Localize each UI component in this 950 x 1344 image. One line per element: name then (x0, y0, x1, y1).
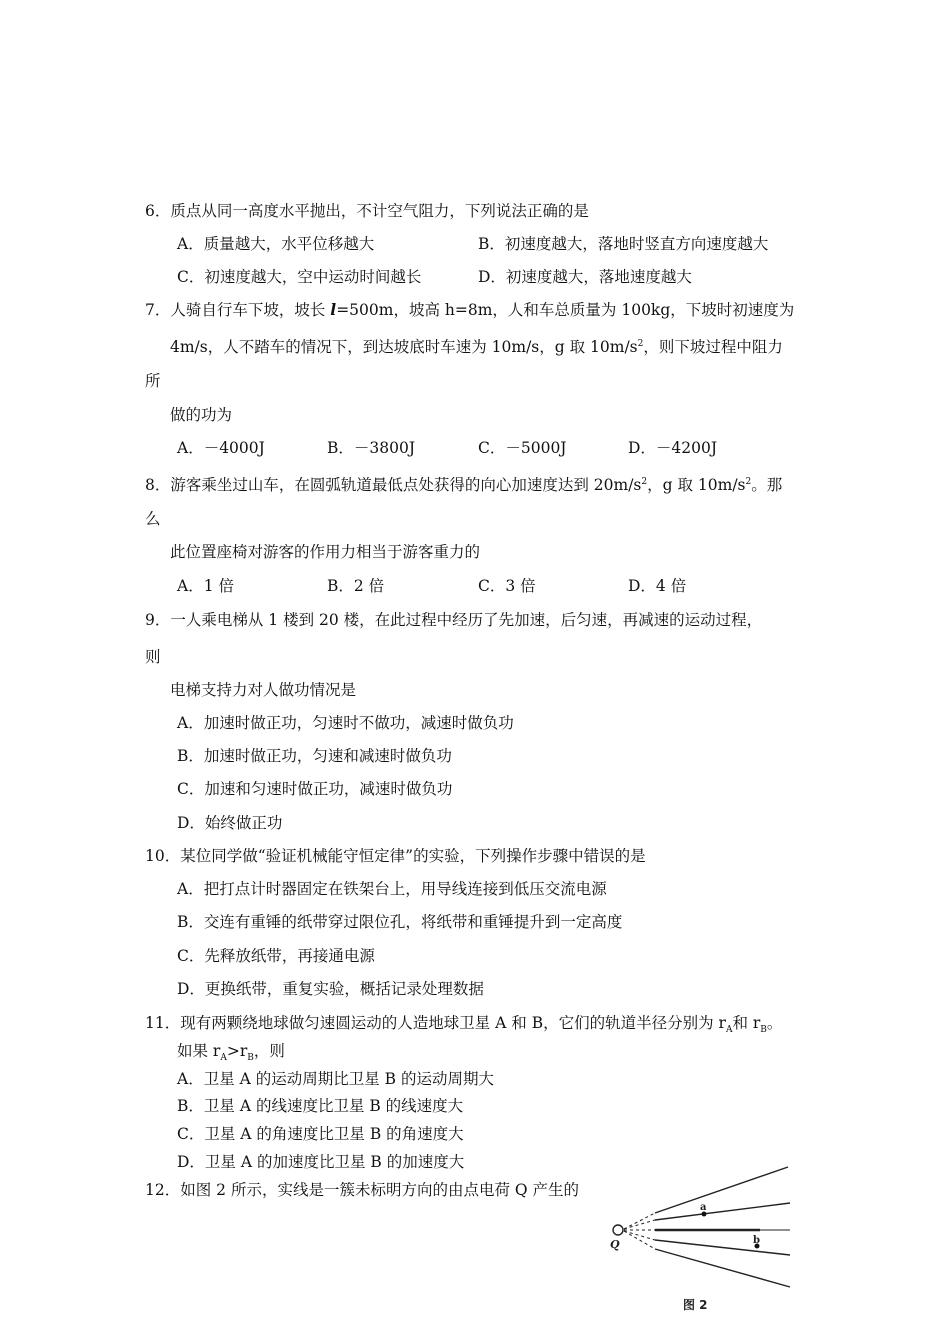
figure-2-field-lines (600, 1163, 800, 1323)
figure-caption: 图 2 (683, 1298, 708, 1312)
q8-stem-line2: 么 (145, 510, 161, 528)
q11-option-d: D．卫星 A 的加速度比卫星 B 的加速度大 (177, 1153, 465, 1171)
field-line-5-dashed (624, 1231, 655, 1249)
q6-option-b: B．初速度越大，落地时竖直方向速度越大 (478, 235, 769, 253)
q6-option-d: D．初速度越大，落地速度越大 (478, 268, 692, 286)
q9-option-a: A．加速时做正功，匀速时不做功，减速时做负功 (177, 714, 514, 732)
field-line-4-dashed (624, 1231, 655, 1240)
q9-option-c: C．加速和匀速时做正功，减速时做负功 (177, 780, 453, 798)
q9-option-d: D．始终做正功 (177, 814, 283, 832)
field-line-5 (655, 1249, 790, 1287)
q8-stem-line3: 此位置座椅对游客的作用力相当于游客重力的 (170, 543, 481, 561)
q8-stem-line1: 8．游客乘坐过山车，在圆弧轨道最低点处获得的向心加速度达到 $20m/s^2$，g 取 $10m/s^2$。那 (145, 476, 783, 495)
q7-option-a: A．－4000J (177, 439, 265, 457)
q10-stem: 10．某位同学做“验证机械能守恒定律”的实验，下列操作步骤中错误的是 (145, 847, 646, 865)
point-a-label: a (700, 1202, 707, 1213)
q10-option-b: B．交连有重锤的纸带穿过限位孔，将纸带和重锤提升到一定高度 (177, 913, 623, 931)
q6-option-c: C．初速度越大，空中运动时间越长 (177, 268, 422, 286)
q11-stem-line1: 11．现有两颗绕地球做匀速圆运动的人造地球卫星 A 和 B，它们的轨道半径分别为 $r_A$和 $r_B$。 (145, 1014, 783, 1036)
q10-option-d: D．更换纸带，重复实验，概括记录处理数据 (177, 980, 484, 998)
q6-option-a: A．质量越大，水平位移越大 (177, 235, 375, 253)
charge-label-q: Q (610, 1238, 620, 1251)
q11-option-b: B．卫星 A 的线速度比卫星 B 的线速度大 (177, 1097, 464, 1115)
q7-option-d: D．－4200J (628, 439, 718, 457)
q10-option-a: A．把打点计时器固定在铁架台上，用导线连接到低压交流电源 (177, 880, 607, 898)
q8-option-c: C．3 倍 (478, 577, 536, 595)
q7-stem-line2: 4m/s，人不踏车的情况下，到达坡底时车速为 10m/s，g 取 $10m/s^2$，则下坡过程中阻力 (170, 338, 783, 357)
q8-option-d: D．4 倍 (628, 577, 687, 595)
q7-stem-line3: 所 (145, 372, 161, 390)
field-line-4 (655, 1240, 790, 1255)
point-b-label: b (753, 1235, 760, 1246)
q7-option-c: C．－5000J (478, 439, 567, 457)
q9-stem-line3: 电梯支持力对人做功情况是 (170, 681, 357, 699)
field-line-1-dashed (624, 1213, 655, 1229)
point-charge-q (613, 1225, 623, 1235)
q9-stem-line1: 9．一人乘电梯从 1 楼到 20 楼，在此过程中经历了先加速，后匀速，再减速的运动过程， (145, 611, 763, 629)
q12-stem: 12．如图 2 所示，实线是一簇未标明方向的由点电荷 Q 产生的 (145, 1181, 580, 1199)
q6-stem: 6．质点从同一高度水平抛出，不计空气阻力，下列说法正确的是 (145, 202, 589, 220)
q11-option-a: A．卫星 A 的运动周期比卫星 B 的运动周期大 (177, 1070, 494, 1088)
q7-stem-line4: 做的功为 (170, 406, 233, 424)
q10-option-c: C．先释放纸带，再接通电源 (177, 947, 375, 965)
q8-option-a: A．1 倍 (177, 577, 234, 595)
q9-stem-line2: 则 (145, 648, 161, 666)
q7-option-b: B．－3800J (327, 439, 416, 457)
field-line-2-dashed (624, 1220, 655, 1229)
q11-option-c: C．卫星 A 的角速度比卫星 B 的角速度大 (177, 1125, 464, 1143)
q11-stem-line2: 如果 $r_A>r_B$，则 (177, 1042, 285, 1064)
q7-stem-line1: 7．人骑自行车下坡，坡长 l=500m，坡高 h=8m，人和车总质量为 100kg，下坡时初速度为 (145, 300, 795, 319)
q8-option-b: B．2 倍 (327, 577, 385, 595)
q7-length-symbol: l (330, 300, 337, 319)
q9-option-b: B．加速时做正功，匀速和减速时做负功 (177, 747, 452, 765)
